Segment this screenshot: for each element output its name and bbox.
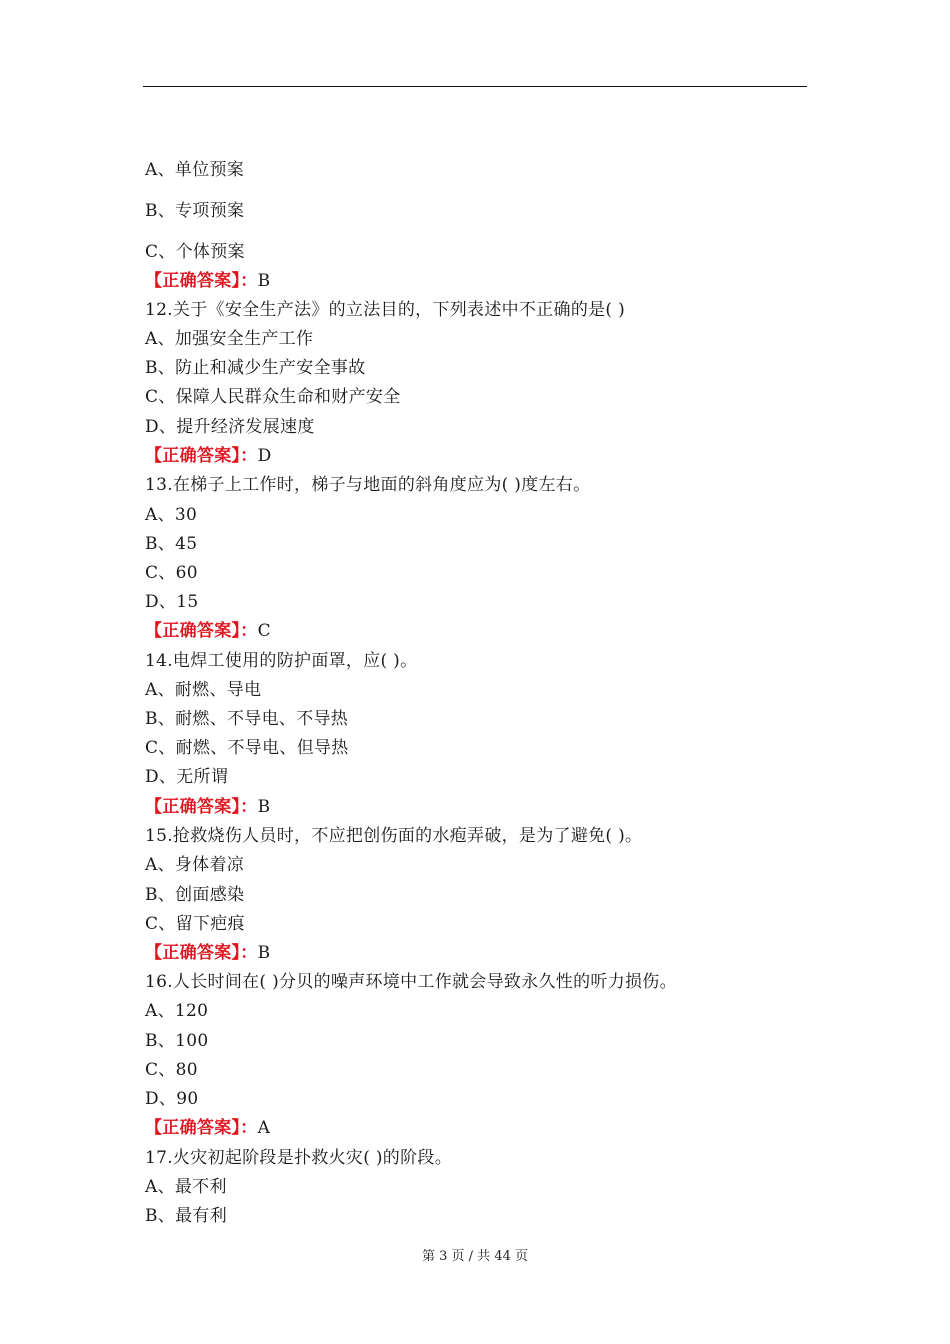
answer-value: A xyxy=(257,1118,271,1138)
q13-option-b: B、45 xyxy=(145,534,198,554)
q15-answer xyxy=(145,942,270,964)
q11-option-c: C、个体预案 xyxy=(145,242,245,262)
answer-value: D xyxy=(257,446,272,466)
answer-value: B xyxy=(257,943,271,963)
q12-option-b: B、防止和减少生产安全事故 xyxy=(145,358,366,378)
page-footer: 第 3 页 / 共 44 页 xyxy=(422,1249,528,1264)
q16-option-a: A、120 xyxy=(145,1001,209,1021)
q16-option-d: D、90 xyxy=(145,1089,199,1109)
q12-option-d: D、提升经济发展速度 xyxy=(145,417,315,437)
q12-option-c: C、保障人民群众生命和财产安全 xyxy=(145,387,401,407)
q17-question: 17.火灾初起阶段是扑救火灾( )的阶段。 xyxy=(145,1148,453,1168)
q16-option-b: B、100 xyxy=(145,1031,209,1051)
q16-answer xyxy=(145,1117,270,1139)
q14-option-d: D、无所谓 xyxy=(145,767,229,787)
answer-tag: 【正确答案】： xyxy=(145,621,258,641)
q15-option-b: B、创面感染 xyxy=(145,885,245,905)
q13-option-d: D、15 xyxy=(145,592,199,612)
answer-value: C xyxy=(257,621,271,641)
q14-option-a: A、耐燃、导电 xyxy=(145,680,262,700)
q14-option-b: B、耐燃、不导电、不导热 xyxy=(145,709,349,729)
q14-question: 14.电焊工使用的防护面罩，应( )。 xyxy=(145,651,418,671)
q12-answer xyxy=(145,445,272,467)
q13-option-c: C、60 xyxy=(145,563,198,583)
q13-answer xyxy=(145,620,271,642)
q12-question: 12.关于《安全生产法》的立法目的，下列表述中不正确的是( ) xyxy=(145,300,626,320)
q15-question: 15.抢救烧伤人员时，不应把创伤面的水疱弄破，是为了避免( )。 xyxy=(145,826,643,846)
q17-option-b: B、最有利 xyxy=(145,1206,227,1226)
q15-option-a: A、身体着凉 xyxy=(145,855,245,875)
answer-value: B xyxy=(257,271,271,291)
q11-option-a: A、单位预案 xyxy=(145,160,245,180)
q16-option-c: C、80 xyxy=(145,1060,198,1080)
q16-question: 16.人长时间在( )分贝的噪声环境中工作就会导致永久性的听力损伤。 xyxy=(145,972,677,992)
q11-answer xyxy=(145,270,270,292)
q15-option-c: C、留下疤痕 xyxy=(145,914,245,934)
q13-option-a: A、30 xyxy=(145,505,198,525)
q12-option-a: A、加强安全生产工作 xyxy=(145,329,314,349)
answer-tag: 【正确答案】： xyxy=(145,797,258,817)
q11-option-b: B、专项预案 xyxy=(145,201,245,221)
q14-answer xyxy=(145,796,270,818)
q13-question: 13.在梯子上工作时，梯子与地面的斜角度应为( )度左右。 xyxy=(145,475,591,495)
answer-tag: 【正确答案】： xyxy=(145,446,258,466)
answer-tag: 【正确答案】： xyxy=(145,271,258,291)
header-rule xyxy=(143,86,807,87)
answer-value: B xyxy=(257,797,271,817)
q14-option-c: C、耐燃、不导电、但导热 xyxy=(145,738,349,758)
answer-tag: 【正确答案】： xyxy=(145,943,258,963)
q17-option-a: A、最不利 xyxy=(145,1177,227,1197)
answer-tag: 【正确答案】： xyxy=(145,1118,258,1138)
